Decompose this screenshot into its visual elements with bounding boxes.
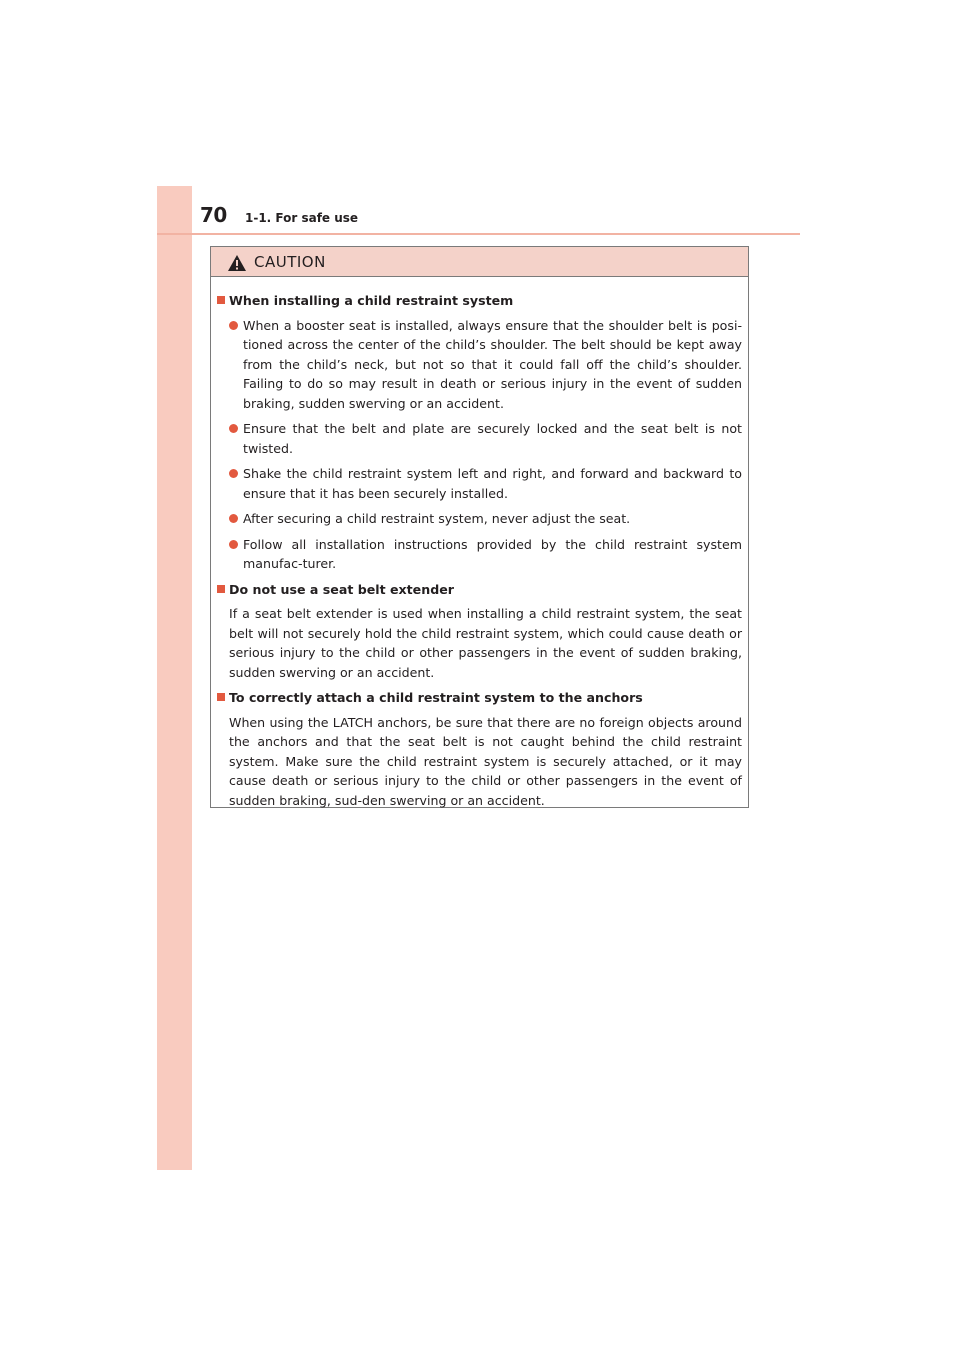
page-number: 70 [200, 203, 227, 227]
dot-bullet-icon [229, 321, 238, 330]
dot-bullet-icon [229, 540, 238, 549]
list-item: After securing a child restraint system, never adjust the seat. [217, 509, 742, 529]
section-title: 1-1. For safe use [245, 211, 359, 225]
list-item: Shake the child restraint system left and right, and forward and backward to ensure that it has been securely installed. [217, 464, 742, 503]
section-paragraph: When using the LATCH anchors, be sure that there are no foreign objects around the anchors and that the seat belt is not caught behind the child restraint system. Make sure the child restraint system is securely attached, or it may cause death or serious injury to the child or other passengers in the event of sudden braking, sud-den swerving or an accident. [229, 714, 742, 808]
caution-body [211, 277, 748, 810]
section-heading: To correctly attach a child restraint system to the anchors [217, 688, 742, 708]
section-heading: Do not use a seat belt extender [217, 580, 742, 600]
dot-bullet-icon [229, 469, 238, 478]
list-item: When a booster seat is installed, always ensure that the shoulder belt is posi-tioned across the center of the child’s shoulder. The belt should be kept away from the child’s neck, but not so that it could fall off the child’s shoulder. Failing to do so may result in death or serious injury in the event of sudden braking, sudden swerving or an accident. [217, 316, 742, 414]
dot-bullet-icon [229, 424, 238, 433]
side-margin-strip [157, 186, 192, 1170]
square-bullet-icon [217, 585, 225, 593]
warning-triangle-icon [227, 254, 247, 272]
section-paragraph: If a seat belt extender is used when installing a child restraint system, the seat belt will not securely hold the child restraint system, which could cause death or serious injury to the child or other passengers in the event of sudden braking, sudden swerving or an accident. [229, 606, 742, 680]
square-bullet-icon [217, 296, 225, 304]
header-rule [157, 233, 800, 235]
dot-bullet-icon [229, 514, 238, 523]
caution-header [211, 247, 748, 277]
section-heading: When installing a child restraint system [217, 291, 742, 311]
caution-label: CAUTION [254, 253, 326, 271]
list-item: Ensure that the belt and plate are securely locked and the seat belt is not twisted. [217, 419, 742, 458]
list-item: Follow all installation instructions provided by the child restraint system manufac-turer. [217, 535, 742, 574]
caution-box [210, 246, 749, 808]
square-bullet-icon [217, 693, 225, 701]
